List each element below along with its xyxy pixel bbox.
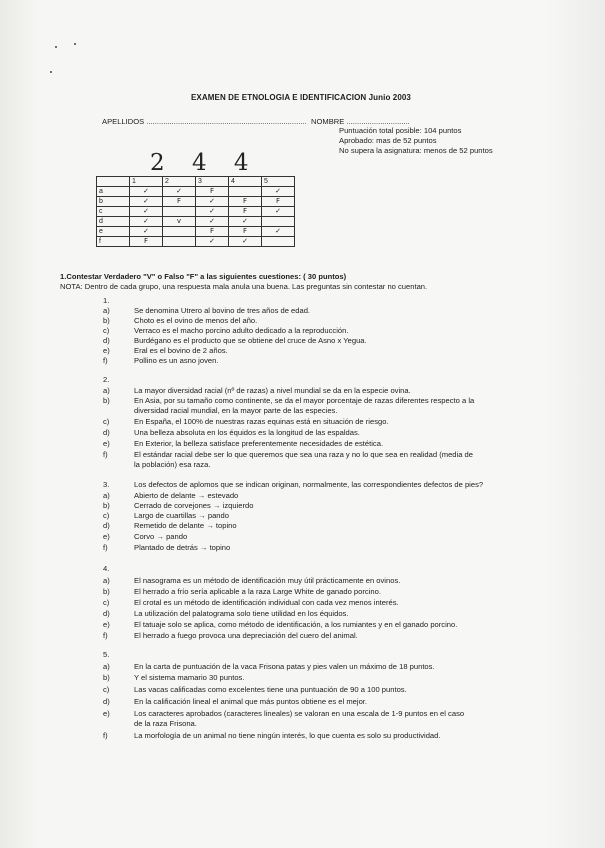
item-letter: d) xyxy=(103,336,110,345)
grid-cell: ✓ xyxy=(262,227,295,237)
item-letter: e) xyxy=(103,709,110,718)
item-text: Choto es el ovino de menos del año. xyxy=(134,316,258,325)
grid-cell xyxy=(229,187,262,197)
grid-cell: ✓ xyxy=(130,197,163,207)
item-text: Pollino es un asno joven. xyxy=(134,356,219,365)
item-text: Eral es el bovino de 2 años. xyxy=(134,346,228,355)
grid-row-label: d xyxy=(97,217,130,227)
grid-cell xyxy=(163,227,196,237)
item-letter: a) xyxy=(103,491,110,500)
grid-cell: ✓ xyxy=(196,217,229,227)
grid-row-label: e xyxy=(97,227,130,237)
item-letter: f) xyxy=(103,731,108,740)
item-text: En Asia, por su tamaño como continente, se da el mayor porcentaje de razas diferentes respecto a la xyxy=(134,396,475,405)
item-letter: c) xyxy=(103,326,110,335)
item-text: En la calificación lineal el animal que más puntos obtiene es el mejor. xyxy=(134,697,368,706)
answer-grid-row xyxy=(97,207,295,217)
grid-cell: F xyxy=(229,207,262,217)
grid-cell: F xyxy=(163,197,196,207)
grid-cell: ✓ xyxy=(130,207,163,217)
answer-grid-row xyxy=(97,237,295,247)
grid-cell: ✓ xyxy=(163,187,196,197)
item-letter: d) xyxy=(103,609,110,618)
item-letter: b) xyxy=(103,316,110,325)
item-text: En España, el 100% de nuestras razas equinas está en situación de riesgo. xyxy=(134,417,389,426)
grid-header-cell: 5 xyxy=(262,177,295,187)
item-text: Se denomina Utrero al bovino de tres años de edad. xyxy=(134,306,311,315)
item-letter: e) xyxy=(103,439,110,448)
grid-cell: v xyxy=(163,217,196,227)
score-fail: No supera la asignatura: menos de 52 puntos xyxy=(339,146,493,155)
item-letter: e) xyxy=(103,532,110,541)
grid-cell xyxy=(163,207,196,217)
grid-cell: F xyxy=(196,227,229,237)
item-text: La mayor diversidad racial (nº de razas) a nivel mundial se da en la especie ovina. xyxy=(134,386,411,395)
item-text: El herrado a frío sería aplicable a la raza Large White de ganado porcino. xyxy=(134,587,381,596)
grid-row-label: b xyxy=(97,197,130,207)
answer-grid-row xyxy=(97,197,295,207)
nombre-field: NOMBRE .............................. xyxy=(311,117,410,126)
grid-cell: F xyxy=(229,227,262,237)
item-text: Verraco es el macho porcino adulto dedicado a la reproducción. xyxy=(134,326,349,335)
item-text: El crotal es un método de identificación individual con cada vez menos interés. xyxy=(134,598,399,607)
item-letter: f) xyxy=(103,450,108,459)
item-letter: f) xyxy=(103,631,108,640)
item-letter: c) xyxy=(103,598,110,607)
item-text: Abierto de delante → estevado xyxy=(134,491,239,500)
grid-cell: F xyxy=(229,197,262,207)
item-letter: b) xyxy=(103,501,110,510)
item-text: Los caracteres aprobados (caracteres lineales) se valoran en una escala de 1-9 puntos en el caso xyxy=(134,709,465,718)
score-pass: Aprobado: mas de 52 puntos xyxy=(339,136,437,145)
answer-grid xyxy=(96,176,295,247)
item-letter: d) xyxy=(103,521,110,530)
item-text: Y el sistema mamario 30 puntos. xyxy=(134,673,245,682)
item-letter: a) xyxy=(103,576,110,585)
grid-row-label: c xyxy=(97,207,130,217)
item-text: la población) esa raza. xyxy=(134,460,211,469)
item-letter: d) xyxy=(103,697,110,706)
grid-cell: ✓ xyxy=(196,237,229,247)
grid-cell: ✓ xyxy=(229,237,262,247)
item-text: Plantado de detrás → topino xyxy=(134,543,231,552)
item-text: El estándar racial debe ser lo que queremos que sea una raza y no lo que sea en realidad (media de xyxy=(134,450,473,459)
item-letter: b) xyxy=(103,396,110,405)
grid-header-cell: 3 xyxy=(196,177,229,187)
item-text: El nasograma es un método de identificación muy útil prácticamente en ovinos. xyxy=(134,576,401,585)
grid-cell xyxy=(262,217,295,227)
instructions-note: NOTA: Dentro de cada grupo, una respuesta mala anula una buena. Las preguntas sin contestar no cuentan. xyxy=(60,282,428,291)
grid-cell: ✓ xyxy=(196,207,229,217)
item-text: de la raza Frisona. xyxy=(134,719,197,728)
scan-speck xyxy=(55,46,57,48)
item-text: En Exterior, la belleza satisface preferentemente necesidades de estética. xyxy=(134,439,384,448)
grid-header-cell xyxy=(97,177,130,187)
answer-grid-header xyxy=(97,177,295,187)
score-total: Puntuación total posible: 104 puntos xyxy=(339,126,462,135)
exam-title: EXAMEN DE ETNOLOGIA E IDENTIFICACION Junio 2003 xyxy=(191,93,411,102)
item-text: En la carta de puntuación de la vaca Frisona patas y pies valen un máximo de 18 puntos. xyxy=(134,662,435,671)
grid-cell: ✓ xyxy=(262,207,295,217)
item-letter: e) xyxy=(103,620,110,629)
item-text: La utilización del palatograma solo tiene utilidad en los équidos. xyxy=(134,609,349,618)
answer-grid-row xyxy=(97,227,295,237)
item-text: Corvo → pando xyxy=(134,532,188,541)
handwritten-score: 2 4 4 xyxy=(150,150,259,176)
grid-cell: F xyxy=(130,237,163,247)
question-intro: Los defectos de aplomos que se indican originan, normalmente, las correspondientes defectos de pies? xyxy=(134,480,484,489)
grid-cell: ✓ xyxy=(196,197,229,207)
grid-cell: F xyxy=(196,187,229,197)
question-number: 2. xyxy=(103,375,110,384)
scan-speck xyxy=(50,71,52,73)
grid-cell: ✓ xyxy=(130,227,163,237)
grid-header-cell: 2 xyxy=(163,177,196,187)
item-text: El herrado a fuego provoca una depreciación del cuero del animal. xyxy=(134,631,358,640)
item-letter: a) xyxy=(103,306,110,315)
answer-grid-row xyxy=(97,217,295,227)
question-number: 1. xyxy=(103,296,110,305)
item-text: Cerrado de corvejones → izquierdo xyxy=(134,501,254,510)
item-letter: a) xyxy=(103,386,110,395)
grid-cell: ✓ xyxy=(262,187,295,197)
grid-row-label: f xyxy=(97,237,130,247)
question-number: 5. xyxy=(103,650,110,659)
grid-cell: F xyxy=(262,197,295,207)
item-letter: d) xyxy=(103,428,110,437)
question-number: 4. xyxy=(103,564,110,573)
question-number: 3. xyxy=(103,480,110,489)
item-text: Remetido de delante → topino xyxy=(134,521,237,530)
grid-row-label: a xyxy=(97,187,130,197)
scan-speck xyxy=(74,43,76,45)
grid-header-cell: 1 xyxy=(130,177,163,187)
item-text: Una belleza absoluta en los équidos es la longitud de las espaldas. xyxy=(134,428,360,437)
grid-cell: ✓ xyxy=(130,217,163,227)
item-letter: e) xyxy=(103,346,110,355)
grid-cell xyxy=(163,237,196,247)
item-text: Las vacas calificadas como excelentes tiene una puntuación de 90 a 100 puntos. xyxy=(134,685,407,694)
item-letter: b) xyxy=(103,587,110,596)
item-letter: c) xyxy=(103,417,110,426)
item-text: Largo de cuartillas → pando xyxy=(134,511,229,520)
grid-cell xyxy=(262,237,295,247)
item-letter: f) xyxy=(103,543,108,552)
item-text: La morfología de un animal no tiene ningún interés, lo que cuenta es solo su productividad. xyxy=(134,731,441,740)
apellidos-field: APELLIDOS ............................................................................ xyxy=(102,117,307,126)
instructions-heading: 1.Contestar Verdadero "V" o Falso "F" a las siguientes cuestiones: ( 30 puntos) xyxy=(60,272,347,281)
item-letter: a) xyxy=(103,662,110,671)
grid-cell: ✓ xyxy=(130,187,163,197)
item-text: diversidad racial mundial, en la mayor parte de las especies. xyxy=(134,406,338,415)
grid-header-cell: 4 xyxy=(229,177,262,187)
item-letter: c) xyxy=(103,511,110,520)
item-letter: f) xyxy=(103,356,108,365)
item-letter: b) xyxy=(103,673,110,682)
answer-grid-row xyxy=(97,187,295,197)
item-text: Burdégano es el producto que se obtiene del cruce de Asno x Yegua. xyxy=(134,336,367,345)
item-text: El tatuaje solo se aplica, como método de identificación, a los rumiantes y en el ganado porcino. xyxy=(134,620,458,629)
grid-cell: ✓ xyxy=(229,217,262,227)
item-letter: c) xyxy=(103,685,110,694)
